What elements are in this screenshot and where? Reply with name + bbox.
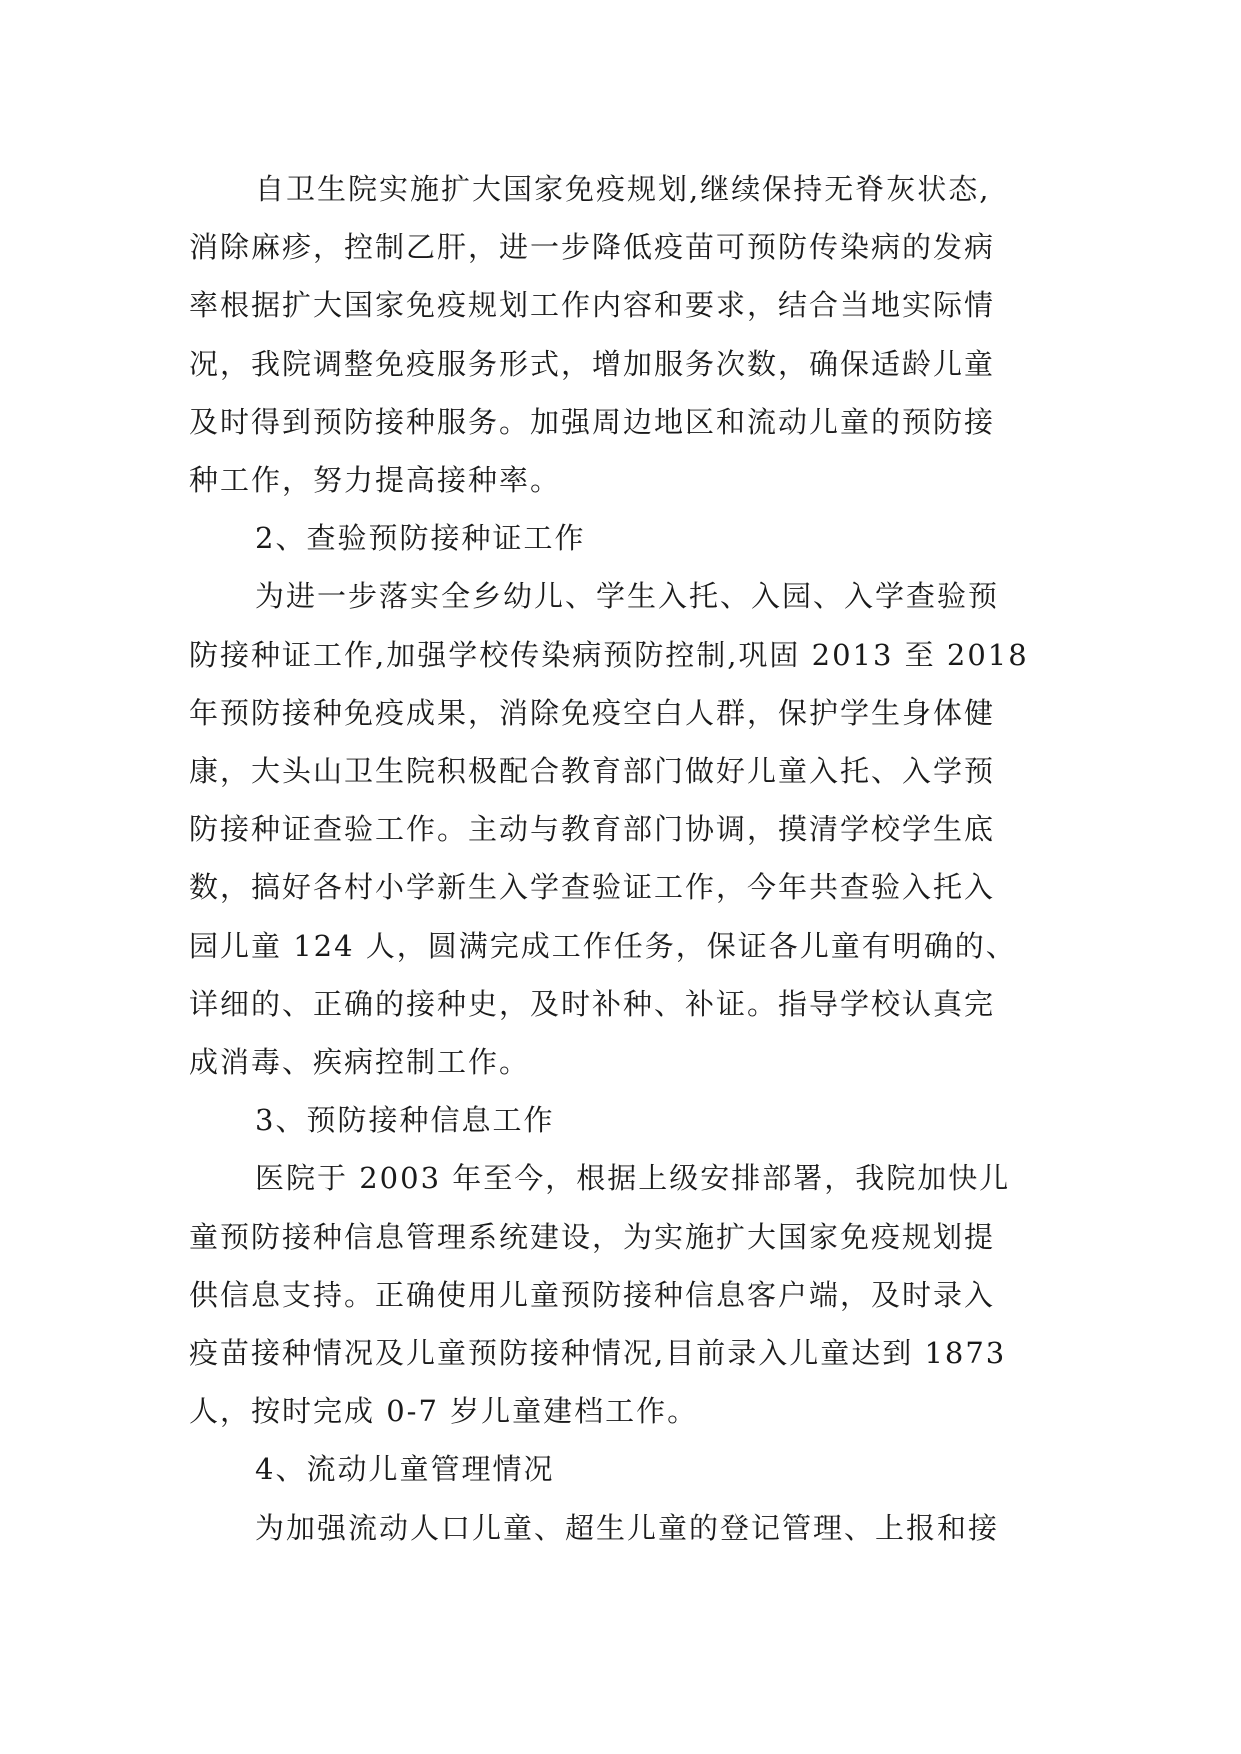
document-body [189,160,1089,1557]
text-line: 及时得到预防接种服务。加强周边地区和流动儿童的预防接 [189,404,996,439]
heading-text: 2、查验预防接种证工作 [255,521,586,556]
text-line: 况，我院调整免疫服务形式，增加服务次数，确保适龄儿童 [189,346,996,381]
text-line: 详细的、正确的接种史，及时补种、补证。指导学校认真完 [189,986,996,1021]
text-line: 供信息支持。正确使用儿童预防接种信息客户端，及时录入 [189,1277,996,1312]
paragraph-floating-children [189,1499,1089,1557]
text-line: 防接种证查验工作。主动与教育部门协调，摸清学校学生底 [189,812,996,847]
paragraph-immunization-planning [189,160,1089,509]
text-line: 成消毒、疾病控制工作。 [189,1045,531,1080]
text-line: 为进一步落实全乡幼儿、学生入托、入园、入学查验预 [255,579,1000,614]
text-line: 年预防接种免疫成果，消除免疫空白人群，保护学生身体健 [189,695,996,730]
heading-text: 3、预防接种信息工作 [255,1103,555,1138]
text-line: 种工作，努力提高接种率。 [189,463,562,498]
text-line: 为加强流动人口儿童、超生儿童的登记管理、上报和接 [255,1510,1000,1545]
text-line: 人，按时完成 0-7 岁儿童建档工作。 [189,1394,699,1429]
paragraph-vaccination-information [189,1149,1089,1440]
text-line: 自卫生院实施扩大国家免疫规划,继续保持无脊灰状态, [255,172,991,206]
text-line: 消除麻疹，控制乙肝，进一步降低疫苗可预防传染病的发病 [189,230,996,265]
text-line: 数，搞好各村小学新生入学查验证工作，今年共查验入托入 [189,870,996,905]
paragraph-vaccination-certificate-check [189,567,1089,1091]
text-line: 率根据扩大国家免疫规划工作内容和要求，结合当地实际情 [189,288,996,323]
text-line: 康，大头山卫生院积极配合教育部门做好儿童入托、入学预 [189,754,996,789]
text-line: 童预防接种信息管理系统建设，为实施扩大国家免疫规划提 [189,1219,996,1254]
text-line: 园儿童 124 人，圆满完成工作任务，保证各儿童有明确的、 [189,928,1017,963]
text-line: 医院于 2003 年至今，根据上级安排部署，我院加快儿 [255,1161,1011,1196]
section-heading-4 [189,1440,1089,1498]
section-heading-3 [189,1091,1089,1149]
text-line: 防接种证工作,加强学校传染病预防控制,巩固 2013 至 2018 [189,637,1029,672]
section-heading-2 [189,509,1089,567]
heading-text: 4、流动儿童管理情况 [255,1452,555,1487]
text-line: 疫苗接种情况及儿童预防接种情况,目前录入儿童达到 1873 [189,1336,1007,1371]
